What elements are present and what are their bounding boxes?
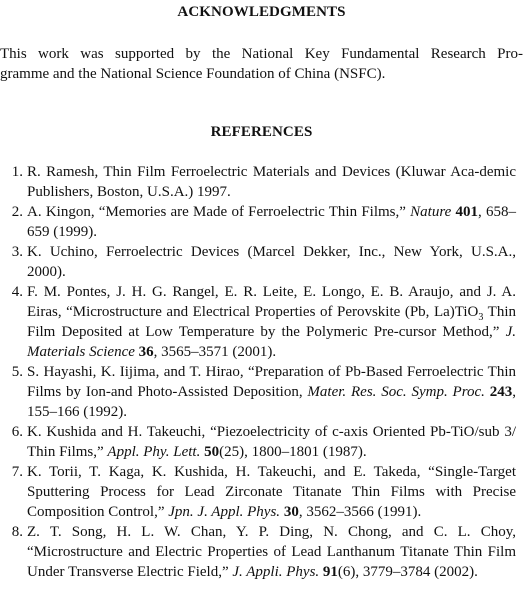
- reference-volume: 30: [283, 504, 299, 520]
- reference-body: K. Torii, T. Kaga, K. Kushida, H. Takeuchi, and E. Takeda, “Single-Target Sputtering Process for Lead Zirconate Titanate Thin Films with Precise Composition Control,”: [27, 464, 516, 520]
- reference-body: K. Kushida and H. Takeuchi, “Piezoelectricity of c-axis Oriented Pb-TiO/sub 3/ Thin Films,”: [27, 424, 516, 460]
- reference-number: 7.: [11, 464, 23, 480]
- reference-body: F. M. Pontes, J. H. G. Rangel, E. R. Leite, E. Longo, E. B. Araujo, and J. A. Eiras, “Microstructure and Electrical Properties of Perovskite (Pb, La)TiO: [27, 284, 516, 320]
- reference-number: 8.: [11, 524, 23, 540]
- reference-pages: (25), 1800–1801 (1987).: [219, 444, 367, 460]
- reference-pages: , 658–659 (1999).: [27, 204, 516, 240]
- reference-item: [0, 162, 523, 202]
- reference-body: Z. T. Song, H. L. W. Chan, Y. P. Ding, N. Chong, and C. L. Choy, “Microstructure and Electric Properties of Lead Lanthanum Titanate Thin Film Under Transverse Electric Field,”: [27, 524, 516, 580]
- reference-journal: Appl. Phy. Lett.: [107, 444, 201, 460]
- reference-journal: J. Appli. Phys.: [232, 564, 320, 580]
- acknowledgments-text: [0, 44, 523, 84]
- reference-item: [0, 462, 523, 522]
- reference-body: A. Kingon, “Memories are Made of Ferroelectric Thin Films,”: [27, 204, 411, 220]
- acknowledgments-heading: ACKNOWLEDGMENTS: [177, 4, 346, 20]
- acknowledgments-line: gramme and the National Science Foundation of China (NSFC).: [0, 66, 386, 82]
- reference-pages: , 3565–3571 (2001).: [153, 344, 277, 360]
- reference-number: 2.: [11, 204, 23, 220]
- reference-item: [0, 522, 523, 582]
- references-heading: REFERENCES: [210, 124, 313, 140]
- reference-text: [27, 204, 516, 240]
- reference-text: [27, 524, 516, 580]
- reference-text: [27, 284, 516, 360]
- reference-text: [27, 424, 516, 460]
- reference-item: [0, 242, 523, 282]
- reference-number: 5.: [11, 364, 23, 380]
- acknowledgments-line: This work was supported by the National Key Fundamental Research Pro-: [0, 46, 523, 62]
- reference-pages: (6), 3779–3784 (2002).: [337, 564, 478, 580]
- reference-journal: Jpn. J. Appl. Phys.: [168, 504, 281, 520]
- reference-journal: Nature: [410, 204, 452, 220]
- reference-item: [0, 282, 523, 362]
- reference-volume: 401: [455, 204, 479, 220]
- reference-subscript: 3: [478, 312, 484, 323]
- reference-pages: , 3562–3566 (1991).: [298, 504, 422, 520]
- reference-body: S. Hayashi, K. Iijima, and T. Hirao, “Preparation of Pb-Based Ferroelectric Thin Films by Ion-and Photo-Assisted Deposition,: [27, 364, 516, 400]
- reference-list: [0, 162, 523, 582]
- reference-number: 6.: [11, 424, 23, 440]
- reference-item: [0, 202, 523, 242]
- reference-item: [0, 362, 523, 422]
- reference-text: R. Ramesh, Thin Film Ferroelectric Materials and Devices (Kluwar Aca-demic Publishers, Boston, U.S.A.) 1997.: [27, 164, 516, 200]
- reference-body-continued: Thin Film Deposited at Low Temperature by the Polymeric Pre-cursor Method,”: [27, 304, 516, 340]
- reference-volume: 50: [204, 444, 220, 460]
- reference-text: K. Uchino, Ferroelectric Devices (Marcel Dekker, Inc., New York, U.S.A., 2000).: [27, 244, 516, 280]
- reference-number: 1.: [11, 164, 23, 180]
- reference-text: [27, 464, 516, 520]
- reference-journal: J. Materials Science: [27, 324, 516, 360]
- reference-number: 4.: [11, 284, 23, 300]
- reference-journal: Mater. Res. Soc. Symp. Proc.: [307, 384, 485, 400]
- reference-volume: 91: [322, 564, 338, 580]
- reference-number: 3.: [11, 244, 23, 260]
- reference-item: [0, 422, 523, 462]
- reference-pages: , 155–166 (1992).: [27, 384, 516, 420]
- reference-volume: 243: [489, 384, 513, 400]
- reference-volume: 36: [138, 344, 154, 360]
- reference-text: [27, 364, 516, 420]
